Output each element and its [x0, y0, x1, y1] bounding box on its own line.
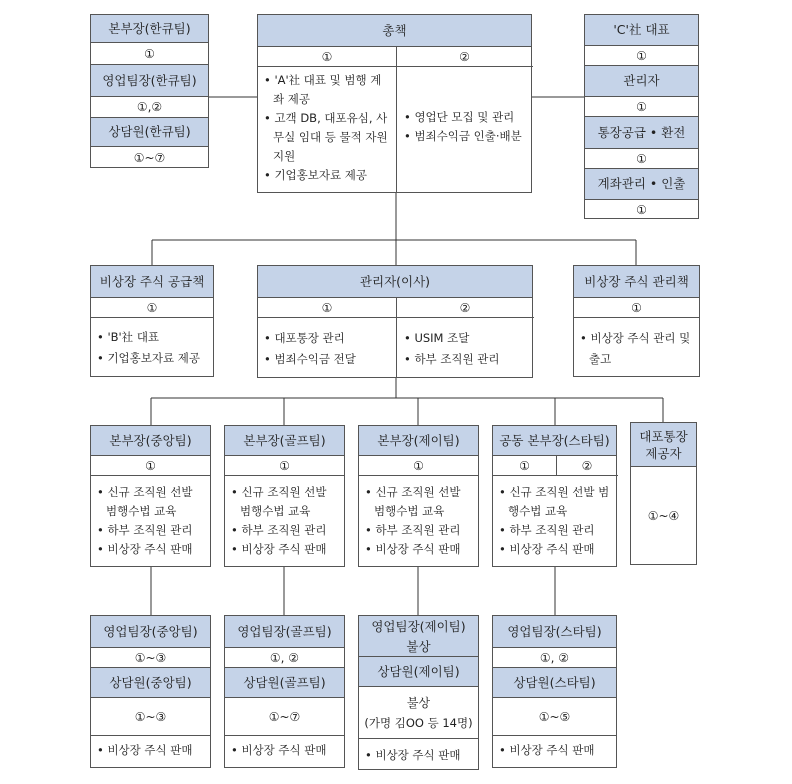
- account-supply-title: 통장공급 • 환전: [585, 117, 698, 149]
- c-ceo-count: ①: [585, 46, 698, 66]
- subteam-item: • 비상장 주식 판매: [499, 741, 612, 760]
- team-title: 본부장(제이팀): [359, 426, 478, 456]
- hq-head-count: ①: [91, 43, 208, 65]
- provider-count: ①~④: [647, 509, 680, 523]
- team-list: [91, 483, 212, 559]
- provider-box: [630, 422, 697, 565]
- sales-lead-count: ①,②: [91, 97, 208, 118]
- team-col2-label: ②: [556, 456, 618, 476]
- supplier-title: 비상장 주식 공급책: [91, 266, 213, 298]
- stock-manager-item: • 비상장 주식 관리 및 출고: [580, 328, 695, 370]
- team-title: 본부장(골프팀): [225, 426, 344, 456]
- manager-col1-label: ①: [258, 298, 396, 318]
- subteam-lead-title: 영업팀장(제이팀): [359, 616, 478, 638]
- stock-manager-box: [573, 265, 700, 377]
- subteam-list: [91, 741, 212, 760]
- manager-left-item: • 범죄수익금 전달: [264, 349, 390, 370]
- team-list: [225, 483, 346, 559]
- subteam-item: • 비상장 주식 판매: [97, 741, 206, 760]
- subteam-lead-title: 영업팀장(골프팀): [225, 616, 344, 648]
- chief-right-item: • 영업단 모집 및 관리: [404, 108, 527, 127]
- subteam-item: • 비상장 주식 판매: [231, 741, 340, 760]
- chief-title: 총책: [258, 15, 531, 47]
- subteam-agent-count: 불상: [406, 696, 431, 710]
- team-list: [493, 483, 618, 559]
- c-manager-title: 관리자: [585, 66, 698, 97]
- supplier-item: • 'B'社 대표: [97, 327, 209, 348]
- chief-divider: [396, 47, 397, 193]
- team-title: 공동 본부장(스타팀): [493, 426, 616, 456]
- team-title: 본부장(중앙팀): [91, 426, 210, 456]
- subteam-agent-count: ①~⑦: [225, 698, 344, 736]
- team-list: [359, 483, 480, 559]
- subteam-agent-count: ①~⑤: [493, 698, 616, 736]
- subteam-list: [359, 746, 480, 765]
- subteam-list: [493, 741, 618, 760]
- stock-manager-list: [574, 328, 701, 370]
- manager-divider: [396, 298, 397, 378]
- manager-left-list: [258, 328, 396, 370]
- team-col1-label: ①: [493, 456, 556, 476]
- agent-title: 상담원(한큐팀): [91, 118, 208, 147]
- c-manager-count: ①: [585, 97, 698, 117]
- team-divider: [556, 456, 557, 476]
- top-right-box: [584, 14, 699, 219]
- subteam-lead-count: 불상: [359, 638, 478, 657]
- subteam-item: • 비상장 주식 판매: [365, 746, 474, 765]
- chief-left-item: • 기업홍보자료 제공: [264, 166, 390, 185]
- withdrawal-count: ①: [636, 202, 647, 217]
- chief-right-item: • 범죄수익금 인출·배분: [404, 127, 527, 146]
- team-item: • 신규 조직원 선발 범행수법 교육: [97, 483, 206, 521]
- team-box-golf: [224, 425, 345, 567]
- team-count: ①: [91, 456, 210, 476]
- stock-manager-count: ①: [574, 298, 699, 318]
- chief-left-item: • 'A'社 대표 및 범행 계좌 제공: [264, 71, 390, 109]
- team-item: • 신규 조직원 선발 범행수법 교육: [365, 483, 474, 521]
- subteam-box-golf: [224, 615, 345, 768]
- sales-lead-title: 영업팀장(한큐팀): [91, 65, 208, 97]
- supplier-item: • 기업홍보자료 제공: [97, 348, 209, 369]
- team-item: • 하부 조직원 관리: [499, 521, 612, 540]
- subteam-box-star: [492, 615, 617, 768]
- chief-box: [257, 14, 532, 193]
- manager-col2-label: ②: [396, 298, 534, 318]
- team-box-central: [90, 425, 211, 567]
- withdrawal-title: 계좌관리 • 인출: [585, 169, 698, 200]
- team-box-j: [358, 425, 479, 567]
- subteam-sep: [359, 738, 478, 739]
- subteam-box-central: [90, 615, 211, 768]
- subteam-list: [225, 741, 346, 760]
- subteam-lead-title: 영업팀장(스타팀): [493, 616, 616, 648]
- subteam-agent-title: 상담원(스타팀): [493, 668, 616, 698]
- subteam-agent-detail: (가명 김OO 등 14명): [364, 716, 473, 730]
- agent-count: ①~⑦: [133, 150, 166, 165]
- chief-col2-label: ②: [396, 47, 533, 67]
- manager-right-list: [398, 328, 534, 370]
- team-item: • 비상장 주식 판매: [499, 540, 612, 559]
- subteam-lead-count: ①~③: [91, 648, 210, 668]
- team-count: ①: [225, 456, 344, 476]
- subteam-box-j: [358, 615, 479, 770]
- team-box-star: [492, 425, 617, 567]
- supplier-box: [90, 265, 214, 377]
- team-item: • 비상장 주식 판매: [97, 540, 206, 559]
- subteam-lead-count: ①, ②: [225, 648, 344, 668]
- team-item: • 하부 조직원 관리: [97, 521, 206, 540]
- chief-right-list: [398, 108, 533, 146]
- provider-title: 대포통장 제공자: [631, 423, 696, 467]
- subteam-agent-count: ①~③: [91, 698, 210, 736]
- subteam-agent-title: 상담원(제이팀): [359, 657, 478, 687]
- account-supply-count: ①: [585, 149, 698, 169]
- stock-manager-title: 비상장 주식 관리책: [574, 266, 699, 298]
- chief-left-list: [258, 71, 396, 185]
- team-item: • 신규 조직원 선발 범행수법 교육: [499, 483, 612, 521]
- manager-title: 관리자(이사): [258, 266, 532, 298]
- team-item: • 비상장 주식 판매: [365, 540, 474, 559]
- subteam-agent-title: 상담원(중앙팀): [91, 668, 210, 698]
- chief-col1-label: ①: [258, 47, 396, 67]
- team-count: ①: [359, 456, 478, 476]
- chief-left-item: • 고객 DB, 대포유심, 사무실 임대 등 물적 자원 지원: [264, 109, 390, 166]
- supplier-count: ①: [91, 298, 213, 318]
- c-ceo-title: 'C'社 대표: [585, 15, 698, 46]
- manager-box: [257, 265, 533, 378]
- subteam-lead-count: ①, ②: [493, 648, 616, 668]
- subteam-agent-title: 상담원(골프팀): [225, 668, 344, 698]
- subteam-lead-title: 영업팀장(중앙팀): [91, 616, 210, 648]
- manager-right-item: • 하부 조직원 관리: [404, 349, 528, 370]
- manager-right-item: • USIM 조달: [404, 328, 528, 349]
- team-item: • 신규 조직원 선발 범행수법 교육: [231, 483, 340, 521]
- supplier-list: [91, 327, 215, 369]
- team-item: • 비상장 주식 판매: [231, 540, 340, 559]
- team-item: • 하부 조직원 관리: [231, 521, 340, 540]
- team-item: • 하부 조직원 관리: [365, 521, 474, 540]
- top-left-box: [90, 14, 209, 168]
- hq-head-title: 본부장(한큐팀): [91, 15, 208, 43]
- manager-left-item: • 대포통장 관리: [264, 328, 390, 349]
